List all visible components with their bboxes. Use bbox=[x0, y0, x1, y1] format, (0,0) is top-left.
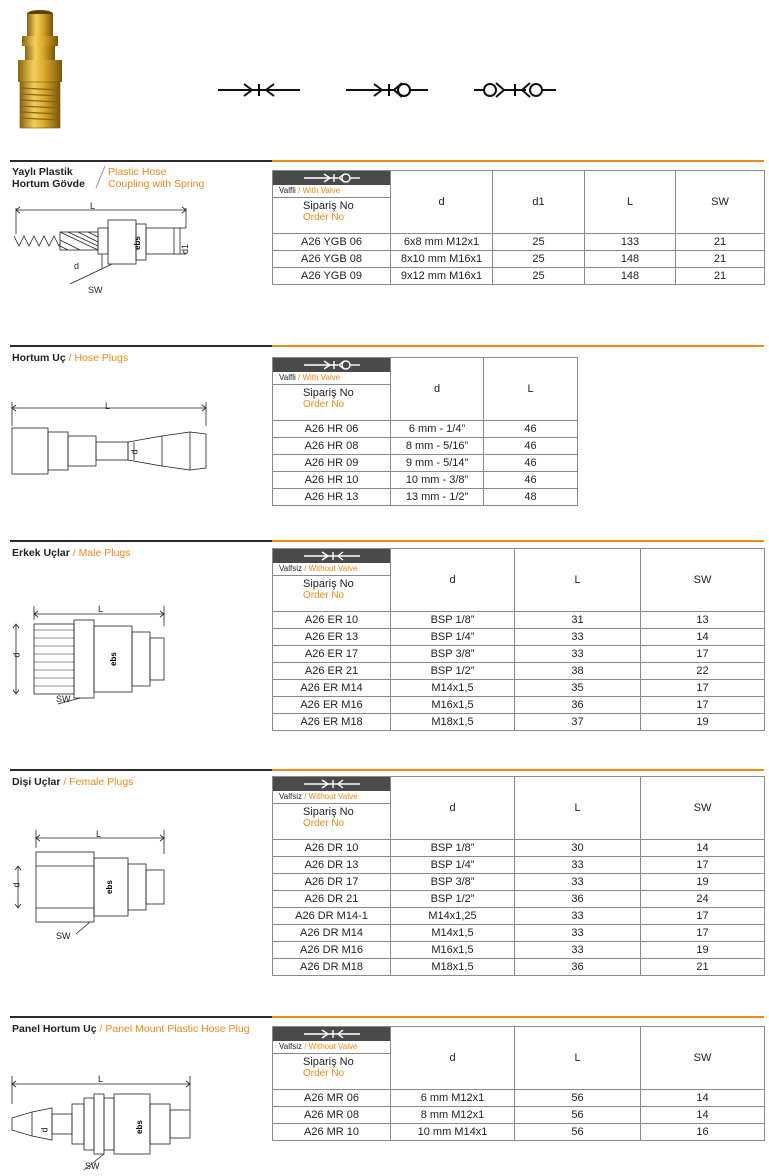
table-cell: 33 bbox=[515, 646, 641, 663]
valve-label: Valfli / With Valve bbox=[273, 185, 390, 198]
column-header: SW bbox=[641, 777, 765, 840]
table-cell: A26 MR 08 bbox=[273, 1107, 391, 1124]
table-cell: 148 bbox=[585, 251, 676, 268]
column-header: d bbox=[391, 777, 515, 840]
table-cell: A26 ER 21 bbox=[273, 663, 391, 680]
table-cell: A26 DR 21 bbox=[273, 891, 391, 908]
order-en: Order No bbox=[303, 212, 345, 223]
panel-plug-drawing bbox=[10, 1074, 200, 1174]
table-cell: M18x1,5 bbox=[391, 714, 515, 731]
table-cell: 13 mm - 1/2” bbox=[391, 489, 484, 506]
section-title: Hortum Uç / Hose Plugs bbox=[12, 352, 129, 364]
section-title-en bbox=[108, 166, 204, 190]
table-cell: 17 bbox=[641, 646, 765, 663]
section-title-tr bbox=[12, 166, 85, 190]
section-title-line: Coupling with Spring bbox=[108, 178, 205, 190]
table-row bbox=[273, 251, 765, 268]
table-cell: 33 bbox=[515, 908, 641, 925]
order-en: Order No bbox=[303, 399, 345, 410]
table-row bbox=[273, 268, 765, 285]
table-cell: 9 mm - 5/14” bbox=[391, 455, 484, 472]
column-header: d bbox=[391, 171, 493, 234]
dim-label-SW: SW bbox=[88, 285, 103, 295]
no-valve-symbol bbox=[273, 777, 390, 791]
table-cell: 25 bbox=[493, 268, 585, 285]
table-cell: A26 DR M18 bbox=[273, 959, 391, 976]
order-tr: Sipariş No bbox=[303, 806, 354, 818]
table-cell: M16x1,5 bbox=[391, 942, 515, 959]
order-en: Order No bbox=[303, 590, 345, 601]
table-row bbox=[273, 1090, 765, 1107]
table-row bbox=[273, 663, 765, 680]
column-header: SW bbox=[676, 171, 765, 234]
valve-en: Without Valve bbox=[308, 564, 358, 573]
table-cell: BSP 1/4” bbox=[391, 857, 515, 874]
table-row bbox=[273, 234, 765, 251]
dim-label-L: L bbox=[105, 401, 111, 411]
order-header bbox=[273, 358, 391, 421]
column-header: L bbox=[515, 777, 641, 840]
table-cell: 8 mm - 5/16” bbox=[391, 438, 484, 455]
table-row bbox=[273, 942, 765, 959]
dim-label-d: d bbox=[129, 449, 140, 455]
section-title-en: Panel Mount Plastic Hose Plug bbox=[105, 1023, 250, 1035]
table-row bbox=[273, 925, 765, 942]
table-cell: A26 HR 13 bbox=[273, 489, 391, 506]
order-tr: Sipariş No bbox=[303, 387, 354, 399]
table-cell: 17 bbox=[641, 857, 765, 874]
table-cell: 24 bbox=[641, 891, 765, 908]
table-cell: 14 bbox=[641, 840, 765, 857]
table-cell: BSP 1/8” bbox=[391, 840, 515, 857]
no-valve-symbol bbox=[273, 1027, 390, 1041]
order-no-label bbox=[273, 1054, 390, 1079]
table-cell: A26 YGB 08 bbox=[273, 251, 391, 268]
one-valve-symbol bbox=[344, 80, 430, 100]
table-cell: 6x8 mm M12x1 bbox=[391, 234, 493, 251]
table-row bbox=[273, 1107, 765, 1124]
table-row bbox=[273, 908, 765, 925]
column-header: d bbox=[391, 358, 484, 421]
table-cell: 36 bbox=[515, 959, 641, 976]
table-cell: 16 bbox=[641, 1124, 765, 1141]
table-cell: BSP 3/8” bbox=[391, 874, 515, 891]
section-title-tr: Dişi Uçlar bbox=[12, 776, 61, 788]
valve-label: Valfsiz / Without Valve bbox=[273, 563, 390, 576]
column-header: SW bbox=[641, 1027, 765, 1090]
section-title-tr: Panel Hortum Uç bbox=[12, 1023, 97, 1035]
order-no-label bbox=[273, 804, 390, 829]
dim-label-L: L bbox=[98, 1074, 104, 1084]
table-cell: A26 HR 09 bbox=[273, 455, 391, 472]
female-plug-drawing bbox=[10, 830, 170, 940]
valve-en: Without Valve bbox=[308, 792, 358, 801]
table-cell: 36 bbox=[515, 697, 641, 714]
table-cell: 30 bbox=[515, 840, 641, 857]
table-cell: 46 bbox=[484, 421, 578, 438]
valve-label: Valfli / With Valve bbox=[273, 372, 390, 385]
valve-en: With Valve bbox=[302, 186, 341, 195]
brand-mark: ebs bbox=[105, 880, 114, 894]
order-tr: Sipariş No bbox=[303, 1056, 354, 1068]
valve-tr: Valfsiz bbox=[279, 1042, 302, 1051]
no-valve-symbol bbox=[273, 549, 390, 563]
table-cell: A26 DR 10 bbox=[273, 840, 391, 857]
spec-table bbox=[272, 170, 765, 285]
table-cell: 37 bbox=[515, 714, 641, 731]
brand-mark: ebs bbox=[109, 652, 118, 666]
table-cell: 22 bbox=[641, 663, 765, 680]
section-title: Panel Hortum Uç / Panel Mount Plastic Hose Plug bbox=[12, 1023, 250, 1035]
table-cell: 10 mm - 3/8” bbox=[391, 472, 484, 489]
table-row bbox=[273, 455, 578, 472]
section-title-en: Hose Plugs bbox=[74, 352, 129, 364]
spec-table bbox=[272, 776, 765, 976]
table-cell: 17 bbox=[641, 697, 765, 714]
table-cell: A26 ER M16 bbox=[273, 697, 391, 714]
order-header bbox=[273, 549, 391, 612]
order-no-label bbox=[273, 576, 390, 601]
table-cell: BSP 1/4” bbox=[391, 629, 515, 646]
table-cell: A26 HR 10 bbox=[273, 472, 391, 489]
one-valve-symbol bbox=[273, 171, 390, 185]
table-row bbox=[273, 472, 578, 489]
order-no-label bbox=[273, 385, 390, 410]
table-cell: A26 YGB 06 bbox=[273, 234, 391, 251]
order-tr: Sipariş No bbox=[303, 200, 354, 212]
valve-tr: Valfsiz bbox=[279, 792, 302, 801]
table-cell: 17 bbox=[641, 925, 765, 942]
table-cell: 8x10 mm M16x1 bbox=[391, 251, 493, 268]
dim-label-L: L bbox=[98, 604, 104, 614]
table-cell: 46 bbox=[484, 472, 578, 489]
table-row bbox=[273, 857, 765, 874]
table-cell: A26 ER 13 bbox=[273, 629, 391, 646]
table-cell: 14 bbox=[641, 1107, 765, 1124]
table-cell: BSP 1/8” bbox=[391, 612, 515, 629]
table-cell: 46 bbox=[484, 455, 578, 472]
dim-label-d: d bbox=[74, 261, 80, 271]
table-row bbox=[273, 438, 578, 455]
table-cell: 31 bbox=[515, 612, 641, 629]
table-cell: A26 DR M14 bbox=[273, 925, 391, 942]
coupling-drawing bbox=[10, 198, 190, 298]
table-cell: 13 bbox=[641, 612, 765, 629]
table-cell: 17 bbox=[641, 908, 765, 925]
spec-table bbox=[272, 357, 578, 506]
table-cell: 35 bbox=[515, 680, 641, 697]
table-cell: 21 bbox=[676, 234, 765, 251]
table-cell: A26 HR 06 bbox=[273, 421, 391, 438]
table-cell: A26 DR M14-1 bbox=[273, 908, 391, 925]
section-title-en: Female Plugs bbox=[69, 776, 134, 788]
table-row bbox=[273, 959, 765, 976]
brand-mark: ebs bbox=[133, 236, 142, 250]
spec-table bbox=[272, 548, 765, 731]
dim-label-SW: SW bbox=[56, 931, 71, 941]
table-cell: A26 ER M14 bbox=[273, 680, 391, 697]
table-cell: 19 bbox=[641, 714, 765, 731]
table-cell: BSP 1/2” bbox=[391, 891, 515, 908]
table-cell: M14x1,5 bbox=[391, 680, 515, 697]
table-cell: BSP 1/2” bbox=[391, 663, 515, 680]
table-cell: 17 bbox=[641, 680, 765, 697]
table-cell: 21 bbox=[676, 268, 765, 285]
table-cell: 9x12 mm M16x1 bbox=[391, 268, 493, 285]
column-header: SW bbox=[641, 549, 765, 612]
column-header: L bbox=[585, 171, 676, 234]
table-cell: 33 bbox=[515, 874, 641, 891]
table-cell: 46 bbox=[484, 438, 578, 455]
valve-en: With Valve bbox=[302, 373, 341, 382]
column-header: L bbox=[515, 1027, 641, 1090]
valve-en: Without Valve bbox=[308, 1042, 358, 1051]
dim-label-d: d bbox=[11, 882, 22, 888]
section-title-tr: Hortum Uç bbox=[12, 352, 66, 364]
spec-table bbox=[272, 1026, 765, 1141]
table-cell: 48 bbox=[484, 489, 578, 506]
table-cell: M14x1,25 bbox=[391, 908, 515, 925]
table-row bbox=[273, 874, 765, 891]
table-row bbox=[273, 421, 578, 438]
table-cell: A26 YGB 09 bbox=[273, 268, 391, 285]
section-divider bbox=[10, 345, 764, 347]
order-no-label bbox=[273, 198, 390, 223]
valve-label: Valfsiz / Without Valve bbox=[273, 1041, 390, 1054]
table-row bbox=[273, 697, 765, 714]
table-cell: 14 bbox=[641, 1090, 765, 1107]
column-header: d1 bbox=[493, 171, 585, 234]
table-row bbox=[273, 612, 765, 629]
valve-tr: Valfli bbox=[279, 186, 296, 195]
table-cell: 56 bbox=[515, 1107, 641, 1124]
column-header: d bbox=[391, 549, 515, 612]
table-row bbox=[273, 891, 765, 908]
table-cell: 25 bbox=[493, 251, 585, 268]
table-cell: M18x1,5 bbox=[391, 959, 515, 976]
column-header: d bbox=[391, 1027, 515, 1090]
order-en: Order No bbox=[303, 1068, 345, 1079]
table-cell: A26 ER 17 bbox=[273, 646, 391, 663]
dim-label-d: d bbox=[11, 652, 22, 658]
dim-label-d: d bbox=[39, 1127, 50, 1133]
table-cell: 6 mm - 1/4” bbox=[391, 421, 484, 438]
order-header bbox=[273, 777, 391, 840]
section-title: Erkek Uçlar / Male Plugs bbox=[12, 547, 131, 559]
table-row bbox=[273, 646, 765, 663]
order-en: Order No bbox=[303, 818, 345, 829]
dim-label-d1: d1 bbox=[180, 243, 191, 255]
column-header: L bbox=[484, 358, 578, 421]
table-cell: 6 mm M12x1 bbox=[391, 1090, 515, 1107]
section-title-line: Hortum Gövde bbox=[12, 178, 85, 190]
section-divider bbox=[10, 160, 764, 162]
table-cell: 25 bbox=[493, 234, 585, 251]
table-cell: 19 bbox=[641, 874, 765, 891]
section-title: Dişi Uçlar / Female Plugs bbox=[12, 776, 134, 788]
column-header: L bbox=[515, 549, 641, 612]
table-cell: 33 bbox=[515, 857, 641, 874]
table-row bbox=[273, 489, 578, 506]
title-slash bbox=[93, 164, 109, 190]
table-cell: 56 bbox=[515, 1090, 641, 1107]
table-cell: M14x1,5 bbox=[391, 925, 515, 942]
table-row bbox=[273, 1124, 765, 1141]
section-title-line: Plastic Hose bbox=[108, 166, 167, 178]
section-divider bbox=[10, 769, 764, 771]
table-row bbox=[273, 714, 765, 731]
male-plug-drawing bbox=[10, 604, 170, 714]
dim-label-L: L bbox=[90, 201, 96, 211]
table-cell: BSP 3/8” bbox=[391, 646, 515, 663]
dim-label-L: L bbox=[96, 829, 102, 839]
one-valve-symbol bbox=[273, 358, 390, 372]
valve-label: Valfsiz / Without Valve bbox=[273, 791, 390, 804]
table-cell: 56 bbox=[515, 1124, 641, 1141]
table-row bbox=[273, 840, 765, 857]
table-row bbox=[273, 680, 765, 697]
product-photo bbox=[8, 4, 72, 136]
dim-label-SW: SW bbox=[56, 694, 71, 704]
table-cell: 21 bbox=[641, 959, 765, 976]
table-cell: A26 DR 13 bbox=[273, 857, 391, 874]
order-header bbox=[273, 1027, 391, 1090]
table-cell: A26 DR M16 bbox=[273, 942, 391, 959]
table-cell: 33 bbox=[515, 925, 641, 942]
no-valve-symbol bbox=[216, 80, 302, 100]
table-cell: 38 bbox=[515, 663, 641, 680]
table-cell: 8 mm M12x1 bbox=[391, 1107, 515, 1124]
table-cell: A26 HR 08 bbox=[273, 438, 391, 455]
table-cell: A26 MR 10 bbox=[273, 1124, 391, 1141]
table-cell: 33 bbox=[515, 942, 641, 959]
order-tr: Sipariş No bbox=[303, 578, 354, 590]
table-cell: 133 bbox=[585, 234, 676, 251]
valve-tr: Valfli bbox=[279, 373, 296, 382]
table-cell: 10 mm M14x1 bbox=[391, 1124, 515, 1141]
brand-mark: ebs bbox=[135, 1120, 144, 1134]
table-cell: 21 bbox=[676, 251, 765, 268]
table-cell: 14 bbox=[641, 629, 765, 646]
dim-label-SW: SW bbox=[85, 1161, 100, 1171]
section-divider bbox=[10, 1016, 764, 1018]
order-header bbox=[273, 171, 391, 234]
table-cell: 33 bbox=[515, 629, 641, 646]
section-title-en: Male Plugs bbox=[78, 547, 131, 559]
table-cell: A26 ER M18 bbox=[273, 714, 391, 731]
table-cell: A26 MR 06 bbox=[273, 1090, 391, 1107]
valve-tr: Valfsiz bbox=[279, 564, 302, 573]
table-cell: 36 bbox=[515, 891, 641, 908]
table-cell: M16x1,5 bbox=[391, 697, 515, 714]
table-cell: A26 DR 17 bbox=[273, 874, 391, 891]
section-title-line: Yaylı Plastik bbox=[12, 166, 73, 178]
table-cell: 19 bbox=[641, 942, 765, 959]
table-cell: 148 bbox=[585, 268, 676, 285]
table-row bbox=[273, 629, 765, 646]
section-divider bbox=[10, 540, 764, 542]
two-valve-symbol bbox=[472, 80, 558, 100]
section-title-tr: Erkek Uçlar bbox=[12, 547, 70, 559]
table-cell: A26 ER 10 bbox=[273, 612, 391, 629]
